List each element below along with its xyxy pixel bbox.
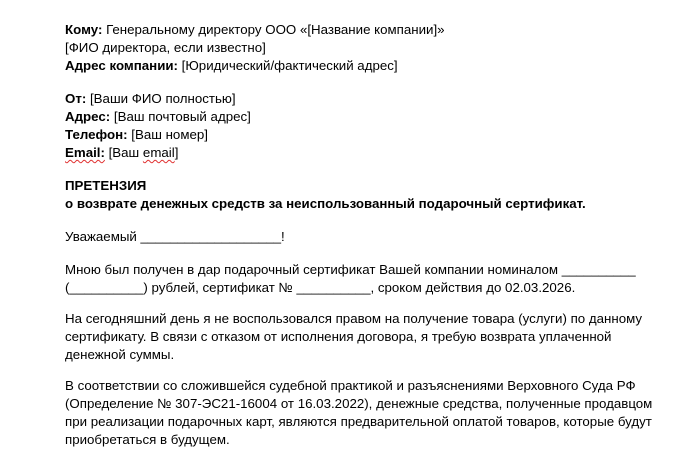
- recipient-label: Кому:: [65, 22, 103, 37]
- sender-email-line: [65, 144, 685, 162]
- paragraph-line: денежной суммы.: [65, 347, 175, 362]
- sender-email-value-pre: [Ваш: [104, 145, 143, 160]
- sender-email-value-word: email: [142, 145, 175, 160]
- sender-email-label: Email:: [65, 145, 105, 160]
- sender-email-value-post: ]: [174, 145, 179, 160]
- claim-title: ПРЕТЕНЗИЯ: [65, 178, 147, 193]
- paragraph-line: сертификату. В связи с отказом от исполнения договора, я требую возврата уплаченной: [65, 329, 612, 344]
- sender-label: От:: [65, 91, 87, 106]
- director-name: [ФИО директора, если известно]: [65, 40, 266, 55]
- sender-address-line: [65, 108, 685, 126]
- claim-document: [65, 21, 685, 449]
- sender-phone-label: Телефон:: [65, 127, 128, 142]
- sender-value: [Ваши ФИО полностью]: [86, 91, 236, 106]
- paragraph-line: (__________) рублей, сертификат № __________, сроком действия до 02.03.2026.: [65, 280, 576, 295]
- paragraph-line: Мною был получен в дар подарочный сертификат Вашей компании номиналом __________: [65, 262, 636, 277]
- paragraph-line: при реализации подарочных карт, являются предварительной оплатой товаров, которые будут: [65, 414, 652, 429]
- paragraph-refusal: [65, 310, 685, 364]
- recipient-value: Генеральному директору ООО «[Название компании]»: [102, 22, 445, 37]
- company-address-line: [65, 57, 685, 75]
- greeting: Уважаемый ___________________!: [65, 229, 285, 244]
- director-name-line: [65, 39, 685, 57]
- claim-subtitle: о возврате денежных средств за неиспользованный подарочный сертификат.: [65, 196, 586, 211]
- paragraph-certificate: [65, 261, 685, 297]
- sender-address-value: [Ваш почтовый адрес]: [110, 109, 251, 124]
- sender-phone-line: [65, 126, 685, 144]
- paragraph-line: В соответствии со сложившейся судебной практикой и разъяснениями Верховного Суда РФ: [65, 378, 636, 393]
- sender-line: [65, 90, 685, 108]
- company-address-value: [Юридический/фактический адрес]: [177, 58, 398, 73]
- paragraph-line: На сегодняшний день я не воспользовался правом на получение товара (услуги) по данному: [65, 311, 643, 326]
- recipient-line: [65, 21, 685, 39]
- sender-phone-value: [Ваш номер]: [127, 127, 208, 142]
- paragraph-line: (Определение № 307-ЭС21-16004 от 16.03.2022), денежные средства, полученные продавцом: [65, 396, 653, 411]
- sender-address-label: Адрес:: [65, 109, 111, 124]
- paragraph-court-practice: [65, 377, 685, 449]
- company-address-label: Адрес компании:: [65, 58, 178, 73]
- paragraph-line: приобретаться в будущем.: [65, 432, 230, 447]
